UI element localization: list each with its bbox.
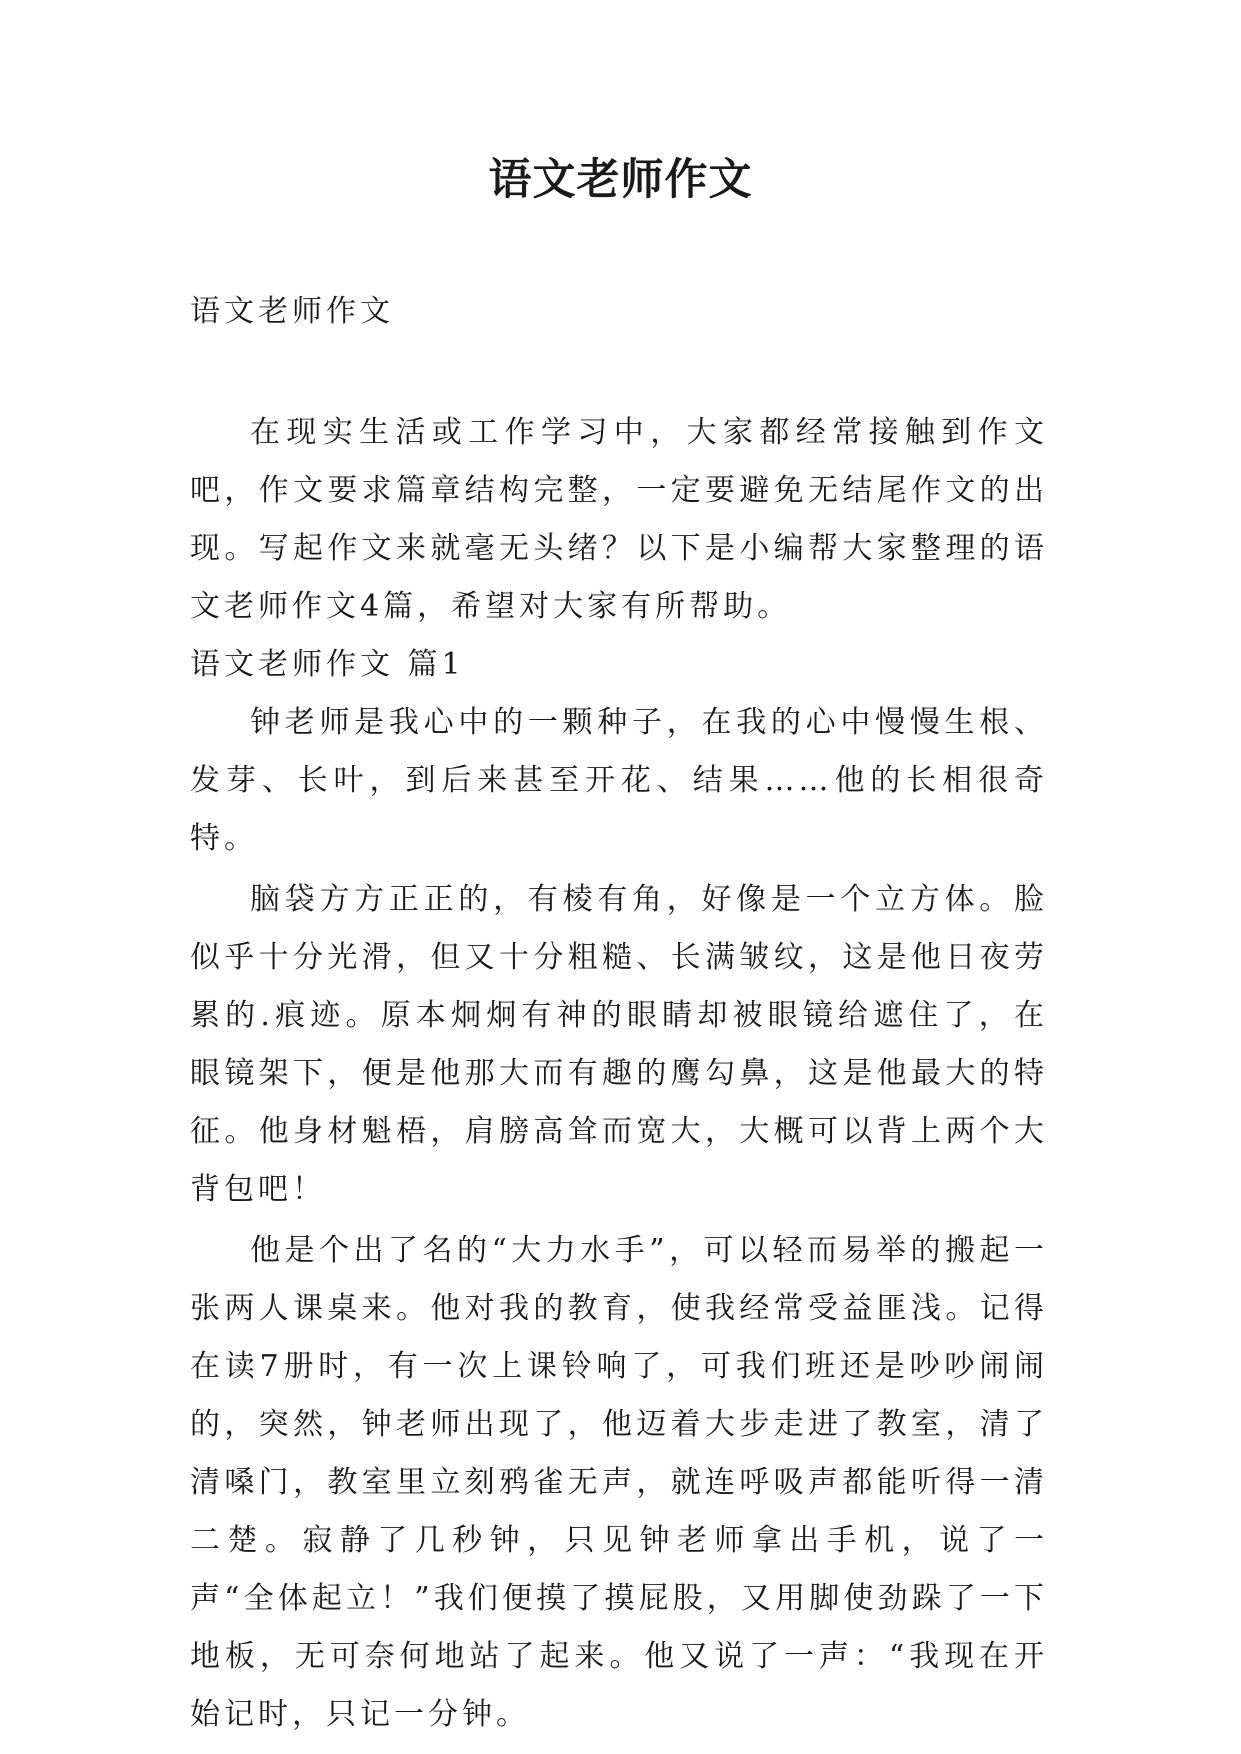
document-subtitle: 语文老师作文 [190, 294, 394, 329]
document-title: 语文老师作文 [488, 155, 753, 205]
body-paragraph: 钟老师是我心中的一颗种子，在我的心中慢慢生根、发芽、长叶，到后来甚至开花、结果……他的长相很奇特。 [190, 705, 1048, 856]
section-heading: 语文老师作文 篇1 [190, 647, 465, 682]
intro-paragraph: 在现实生活或工作学习中，大家都经常接触到作文吧，作文要求篇章结构完整，一定要避免无结尾作文的出现。写起作文来就毫无头绪？以下是小编帮大家整理的语文老师作文4篇，希望对大家有所帮助。 [190, 415, 1048, 624]
body-paragraph: 脑袋方方正正的，有棱有角，好像是一个立方体。脸似乎十分光滑，但又十分粗糙、长满皱纹，这是他日夜劳累的.痕迹。原本炯炯有神的眼睛却被眼镜给遮住了，在眼镜架下，便是他那大而有趣的鹰勾鼻，这是他最大的特征。他身材魁梧，肩膀高耸而宽大，大概可以背上两个大背包吧！ [190, 882, 1048, 1207]
body-paragraph: 他是个出了名的“大力水手”，可以轻而易举的搬起一张两人课桌来。他对我的教育，使我经常受益匪浅。记得在读7册时，有一次上课铃响了，可我们班还是吵吵闹闹的，突然，钟老师出现了，他迈着大步走进了教室，清了清嗓门，教室里立刻鸦雀无声，就连呼吸声都能听得一清二楚。寂静了几秒钟，只见钟老师拿出手机，说了一声“全体起立！”我们便摸了摸屁股，又用脚使劲跺了一下地板，无可奈何地站了起来。他又说了一声：“我现在开始记时，只记一分钟。 [190, 1233, 1048, 1732]
document-body [190, 404, 1048, 1744]
